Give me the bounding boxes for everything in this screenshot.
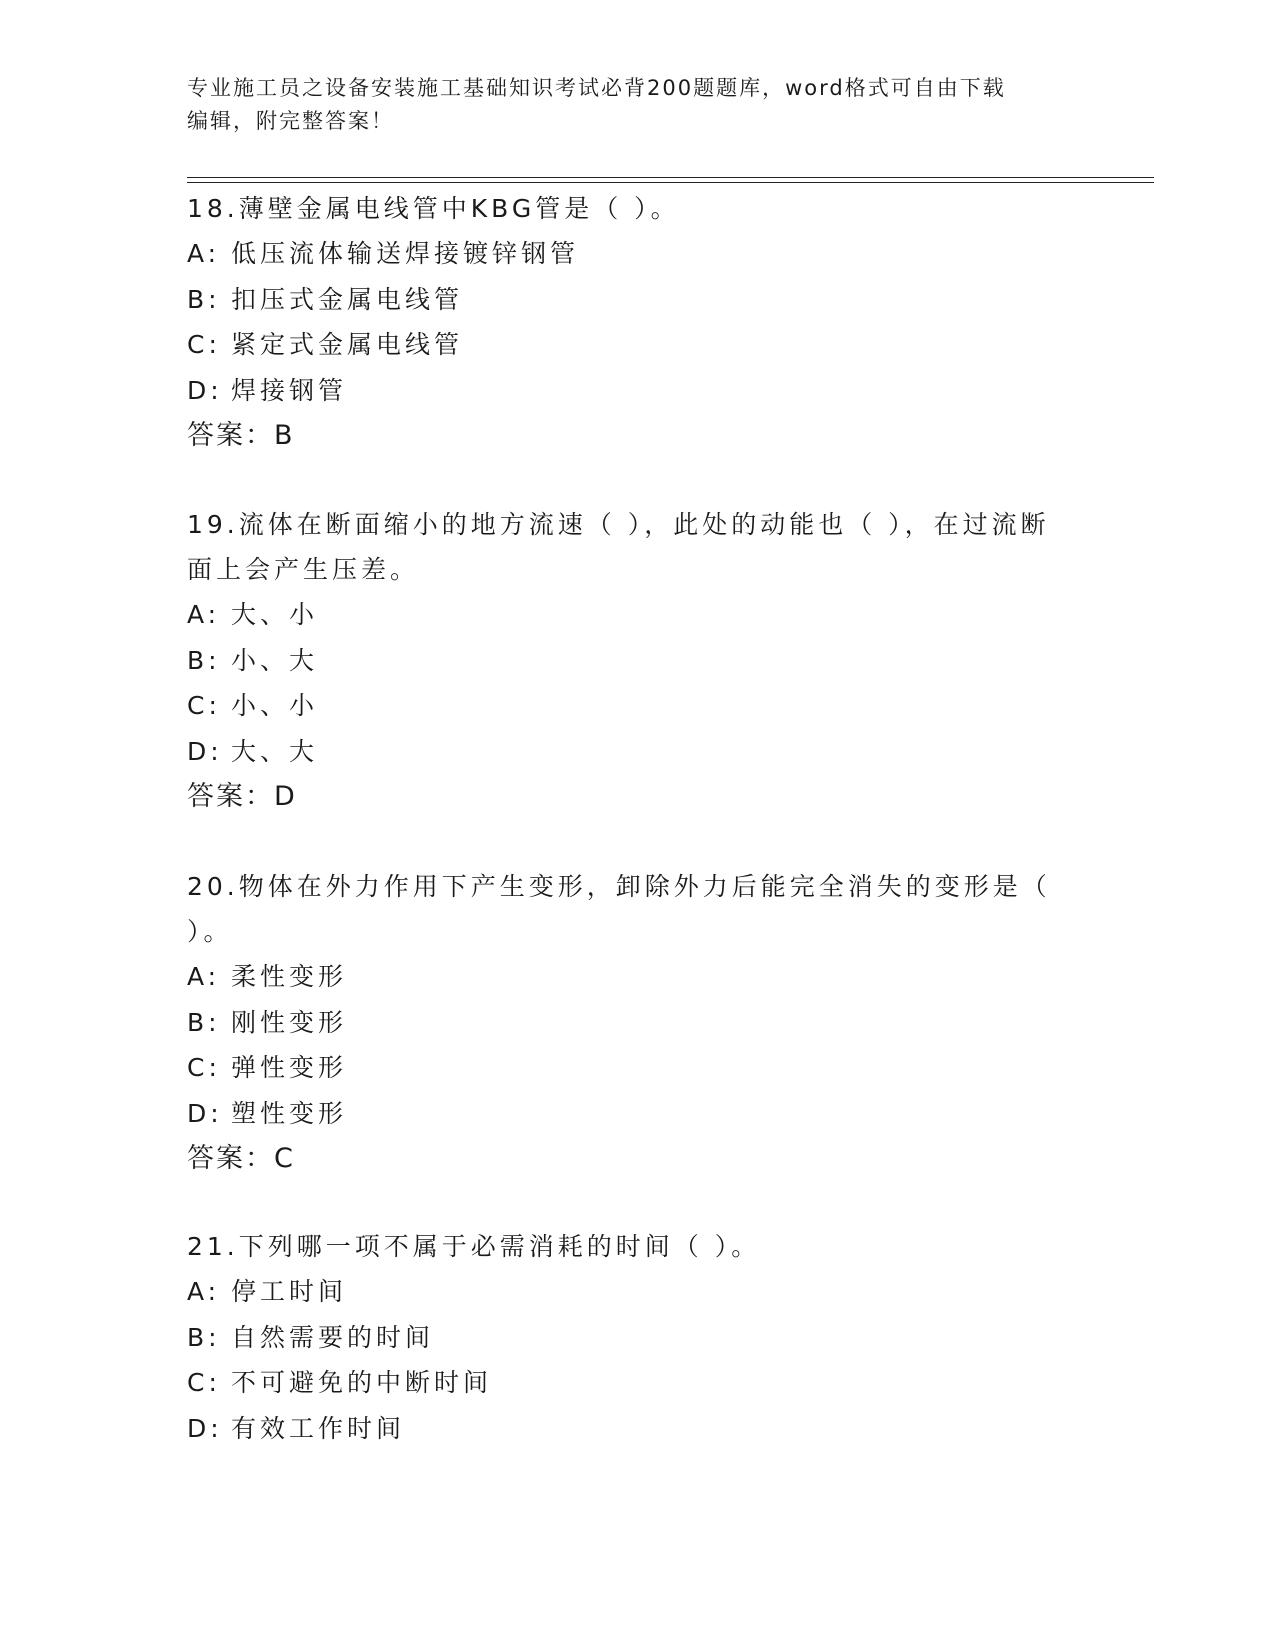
option-key: A:: [187, 239, 221, 268]
answer-value: B: [274, 420, 295, 451]
option-text: 小、大: [231, 645, 319, 675]
option-key: D:: [187, 736, 223, 766]
option-text: 塑性变形: [231, 1098, 348, 1128]
option-key: D:: [187, 1413, 223, 1443]
header-divider-bottom: [187, 182, 1154, 183]
option-b: [187, 1315, 1087, 1361]
option-key: C:: [187, 330, 221, 359]
option-key: D:: [187, 375, 223, 405]
answer-value: D: [274, 781, 297, 812]
option-text: 扣压式金属电线管: [231, 284, 464, 314]
answer-label: 答案：: [187, 781, 274, 812]
answer-line: [187, 413, 1087, 458]
question-stem-line-2: 面上会产生压差。: [187, 555, 420, 584]
question-18: [187, 186, 1087, 458]
option-text: 焊接钢管: [231, 375, 348, 405]
option-key: B:: [187, 645, 221, 675]
option-a: [187, 1269, 1087, 1315]
option-text: 紧定式金属电线管: [231, 330, 464, 359]
question-20: [187, 864, 1087, 1181]
option-key: C:: [187, 1053, 221, 1082]
option-a: [187, 954, 1087, 1000]
option-text: 大、小: [231, 600, 319, 629]
question-stem: 21.下列哪一项不属于必需消耗的时间（ ）。: [187, 1232, 761, 1261]
option-text: 低压流体输送焊接镀锌钢管: [231, 239, 580, 268]
option-b: [187, 638, 1087, 684]
option-d: [187, 1406, 1087, 1452]
option-text: 大、大: [231, 736, 319, 766]
option-text: 刚性变形: [231, 1007, 348, 1037]
answer-value: C: [274, 1143, 295, 1174]
question-19: [187, 502, 1087, 819]
option-c: [187, 322, 1087, 368]
option-d: [187, 368, 1087, 414]
option-text: 弹性变形: [231, 1053, 348, 1082]
option-text: 有效工作时间: [231, 1413, 406, 1443]
option-d: [187, 729, 1087, 775]
option-key: C:: [187, 691, 221, 720]
option-key: C:: [187, 1368, 221, 1397]
answer-line: [187, 1136, 1087, 1181]
option-key: A:: [187, 962, 221, 991]
option-b: [187, 1000, 1087, 1046]
option-text: 小、小: [231, 691, 319, 720]
header-divider-top: [187, 177, 1154, 178]
header-line-1: 专业施工员之设备安装施工基础知识考试必背200题题库，word格式可自由下载: [187, 76, 1006, 100]
option-key: D:: [187, 1098, 223, 1128]
option-key: B:: [187, 284, 221, 314]
option-key: B:: [187, 1007, 221, 1037]
answer-label: 答案：: [187, 1143, 274, 1174]
option-key: A:: [187, 600, 221, 629]
header-line-2: 编辑，附完整答案！: [187, 109, 394, 133]
option-text: 不可避免的中断时间: [231, 1368, 493, 1397]
answer-line: [187, 774, 1087, 819]
option-d: [187, 1091, 1087, 1137]
option-text: 停工时间: [231, 1277, 348, 1306]
option-b: [187, 277, 1087, 323]
question-stem-line-2: ）。: [187, 917, 233, 946]
option-text: 自然需要的时间: [231, 1322, 435, 1352]
option-a: [187, 231, 1087, 277]
option-c: [187, 1360, 1087, 1406]
document-header: [187, 72, 1087, 138]
question-stem-line-1: 19.流体在断面缩小的地方流速（ ），此处的动能也（ ），在过流断: [187, 510, 1050, 539]
option-a: [187, 592, 1087, 638]
question-stem-line-1: 20.物体在外力作用下产生变形，卸除外力后能完全消失的变形是（: [187, 872, 1051, 901]
option-text: 柔性变形: [231, 962, 348, 991]
question-21: [187, 1224, 1087, 1451]
option-c: [187, 1045, 1087, 1091]
answer-label: 答案：: [187, 420, 274, 451]
question-stem: 18.薄壁金属电线管中KBG管是（ ）。: [187, 194, 680, 223]
option-key: B:: [187, 1322, 221, 1352]
option-key: A:: [187, 1277, 221, 1306]
option-c: [187, 683, 1087, 729]
